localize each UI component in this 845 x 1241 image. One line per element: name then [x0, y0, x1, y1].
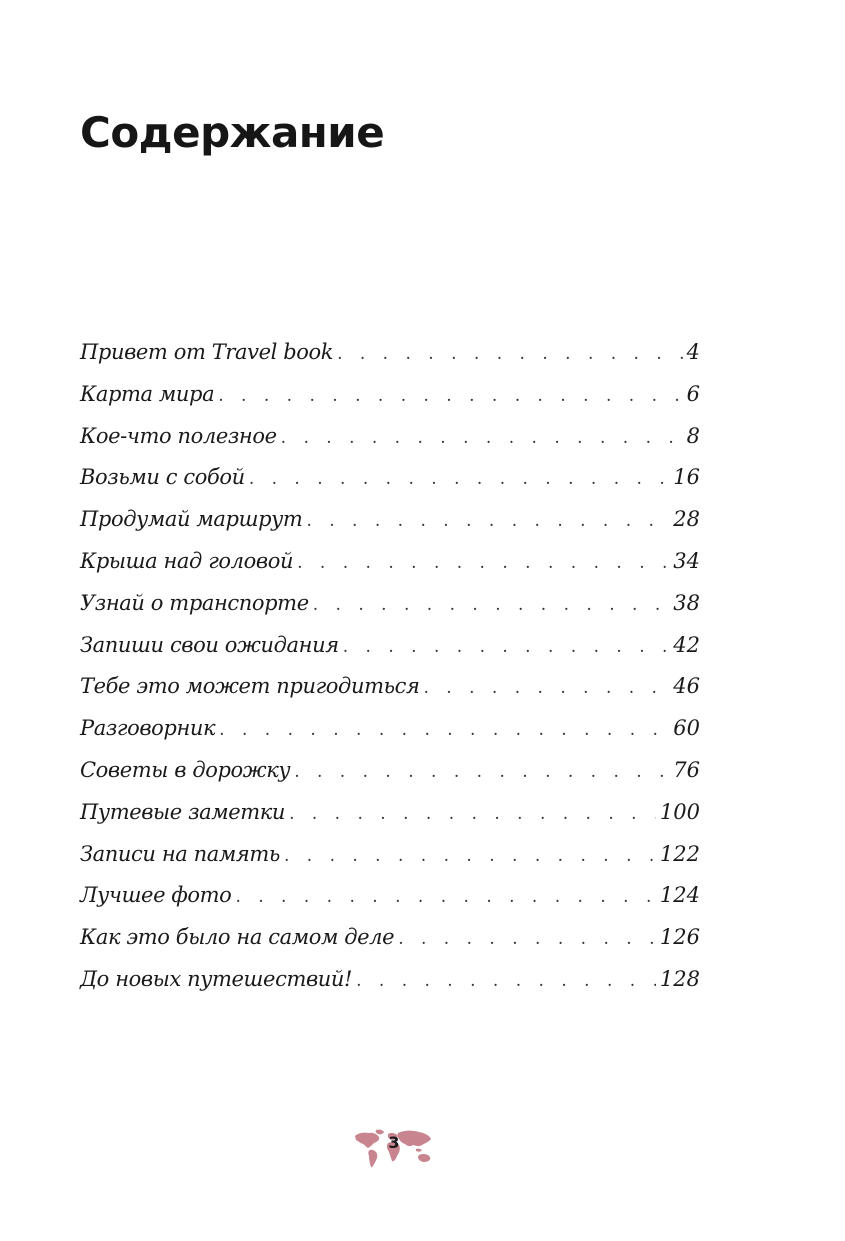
toc-dot-leader [343, 627, 670, 669]
toc-entry-page: 42 [673, 632, 700, 657]
toc-entry-page: 28 [673, 507, 700, 532]
toc-entry-label: Тебе это может пригодиться [80, 674, 420, 699]
toc-dot-leader [219, 710, 669, 752]
toc-entry[interactable] [80, 416, 700, 458]
toc-entry-page: 126 [659, 925, 700, 950]
toc-entry-label: Запиши свои ожидания [80, 632, 339, 657]
toc-entry[interactable] [80, 457, 700, 499]
page-title: Содержание [80, 108, 385, 157]
page-number: 3 [388, 1133, 400, 1152]
toc-entry[interactable] [80, 374, 700, 416]
toc-entry[interactable] [80, 583, 700, 625]
page-folio [352, 1128, 436, 1170]
toc-dot-leader [235, 877, 655, 919]
toc-dot-leader [398, 919, 656, 961]
toc-dot-leader [218, 376, 682, 418]
toc-entry[interactable] [80, 792, 700, 834]
toc-dot-leader [297, 543, 669, 585]
toc-entry-label: Продумай маршрут [80, 507, 303, 532]
toc-entry-page: 4 [686, 340, 700, 364]
toc-entry[interactable] [80, 750, 700, 792]
toc-entry-page: 76 [673, 757, 700, 782]
toc-entry-label: Привет от Travel book [80, 340, 334, 364]
toc-entry-page: 124 [659, 883, 700, 908]
toc-dot-leader [294, 752, 669, 794]
toc-entry-label: Записи на память [80, 841, 280, 866]
toc-dot-leader [281, 418, 683, 460]
toc-entry-page: 6 [686, 381, 700, 406]
toc-entry-label: Лучшее фото [80, 883, 232, 908]
toc-entry-label: Возьми с собой [80, 465, 245, 490]
toc-dot-leader [356, 961, 656, 1003]
toc-entry[interactable] [80, 499, 700, 541]
toc-dot-leader [337, 334, 683, 376]
table-of-contents [80, 332, 700, 1001]
toc-entry[interactable] [80, 875, 700, 917]
toc-entry[interactable] [80, 834, 700, 876]
toc-entry[interactable] [80, 708, 700, 750]
toc-entry-page: 34 [673, 548, 700, 573]
toc-entry-label: Разговорник [80, 716, 216, 741]
toc-entry[interactable] [80, 666, 700, 708]
toc-dot-leader [313, 585, 670, 627]
toc-dot-leader [284, 836, 656, 878]
toc-entry[interactable] [80, 541, 700, 583]
toc-entry-page: 46 [673, 674, 700, 699]
toc-entry-label: Узнай о транспорте [80, 590, 309, 615]
toc-entry[interactable] [80, 959, 700, 1001]
toc-dot-leader [306, 501, 669, 543]
toc-entry-page: 38 [673, 590, 700, 615]
toc-entry-page: 8 [686, 423, 700, 448]
toc-entry-page: 16 [673, 465, 700, 490]
toc-entry-page: 60 [673, 716, 700, 741]
toc-entry-label: Карта мира [80, 381, 215, 406]
toc-entry-label: До новых путешествий! [80, 966, 353, 991]
toc-entry-page: 100 [659, 799, 700, 824]
toc-entry[interactable] [80, 917, 700, 959]
toc-dot-leader [423, 668, 669, 710]
toc-entry[interactable] [80, 625, 700, 667]
toc-entry-label: Путевые заметки [80, 799, 286, 824]
toc-entry-label: Крыша над головой [80, 548, 294, 573]
toc-entry-page: 128 [659, 966, 700, 991]
toc-entry-label: Кое-что полезное [80, 423, 277, 448]
toc-dot-leader [289, 794, 656, 836]
toc-entry[interactable] [80, 332, 700, 374]
toc-entry-label: Как это было на самом деле [80, 925, 395, 950]
toc-entry-label: Советы в дорожку [80, 757, 291, 782]
toc-entry-page: 122 [659, 841, 700, 866]
toc-dot-leader [249, 459, 669, 501]
